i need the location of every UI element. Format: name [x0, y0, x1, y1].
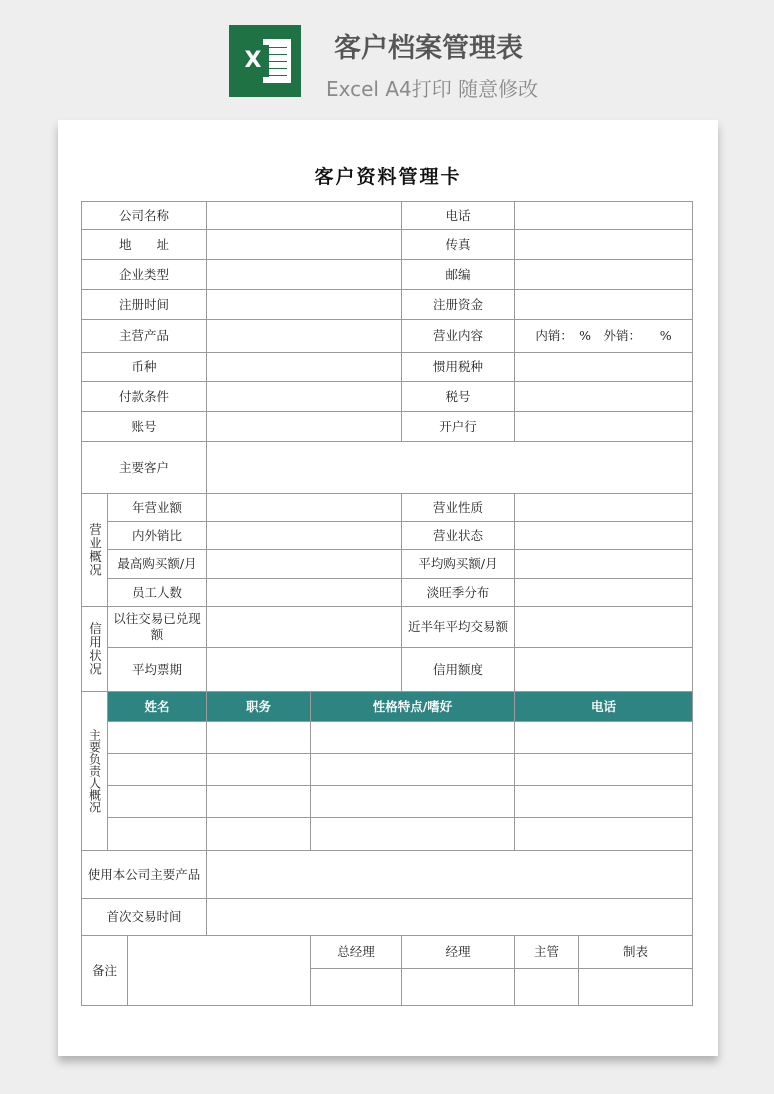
input-credit-limit[interactable] — [515, 648, 693, 692]
input-bank[interactable] — [515, 412, 693, 442]
contact-cell[interactable] — [108, 754, 207, 786]
input-company-name[interactable] — [207, 201, 402, 230]
input-employees[interactable] — [207, 579, 402, 607]
label-address: 地 址 — [81, 230, 207, 260]
input-main-products[interactable] — [207, 320, 402, 353]
input-enterprise-type[interactable] — [207, 260, 402, 290]
sign-field-gm[interactable] — [311, 969, 402, 1006]
contact-cell[interactable] — [207, 754, 311, 786]
input-address[interactable] — [207, 230, 402, 260]
col-header-contact-phone: 电话 — [515, 692, 693, 722]
label-phone: 电话 — [402, 201, 515, 230]
input-account-no[interactable] — [207, 412, 402, 442]
label-tax-no: 税号 — [402, 382, 515, 412]
sales-split-field[interactable]: 内销： % 外销： % — [515, 320, 693, 353]
sign-field-preparer[interactable] — [579, 969, 693, 1006]
input-fax[interactable] — [515, 230, 693, 260]
label-business-nature: 营业性质 — [402, 494, 515, 522]
input-first-trade-time[interactable] — [207, 899, 693, 936]
input-avg-bill-period[interactable] — [207, 648, 402, 692]
label-enterprise-type: 企业类型 — [81, 260, 207, 290]
label-reg-capital: 注册资金 — [402, 290, 515, 320]
input-annual-revenue[interactable] — [207, 494, 402, 522]
label-payment-terms: 付款条件 — [81, 382, 207, 412]
input-business-status[interactable] — [515, 522, 693, 550]
label-first-trade-time: 首次交易时间 — [81, 899, 207, 936]
input-phone[interactable] — [515, 201, 693, 230]
label-tax-type: 惯用税种 — [402, 353, 515, 382]
sign-header-supervisor: 主管 — [515, 936, 579, 969]
label-remarks: 备注 — [81, 936, 128, 1006]
label-bank: 开户行 — [402, 412, 515, 442]
label-main-customers: 主要客户 — [81, 442, 207, 494]
label-employees: 员工人数 — [108, 579, 207, 607]
sign-header-preparer: 制表 — [579, 936, 693, 969]
label-season-dist: 淡旺季分布 — [402, 579, 515, 607]
label-annual-revenue: 年营业额 — [108, 494, 207, 522]
contact-cell[interactable] — [515, 754, 693, 786]
input-season-dist[interactable] — [515, 579, 693, 607]
section-key-contacts: 主要负责人概况 — [81, 692, 108, 851]
input-half-year-avg[interactable] — [515, 607, 693, 648]
input-business-nature[interactable] — [515, 494, 693, 522]
label-half-year-avg: 近半年平均交易额 — [402, 607, 515, 648]
contact-cell[interactable] — [515, 722, 693, 754]
label-email: 邮编 — [402, 260, 515, 290]
contact-cell[interactable] — [108, 786, 207, 818]
label-account-no: 账号 — [81, 412, 207, 442]
label-business-status: 营业状态 — [402, 522, 515, 550]
input-email[interactable] — [515, 260, 693, 290]
input-max-purchase[interactable] — [207, 550, 402, 579]
input-used-products[interactable] — [207, 851, 693, 899]
label-company-name: 公司名称 — [81, 201, 207, 230]
sign-header-gm: 总经理 — [311, 936, 402, 969]
excel-x-letter: X — [237, 45, 269, 77]
label-avg-bill-period: 平均票期 — [108, 648, 207, 692]
contact-cell[interactable] — [311, 754, 515, 786]
contact-cell[interactable] — [207, 722, 311, 754]
label-used-products: 使用本公司主要产品 — [81, 851, 207, 899]
col-header-personality: 性格特点/嗜好 — [311, 692, 515, 722]
input-reg-time[interactable] — [207, 290, 402, 320]
page-subtitle: Excel A4打印 随意修改 — [326, 77, 539, 101]
form-title: 客户资料管理卡 — [314, 166, 462, 188]
input-avg-purchase[interactable] — [515, 550, 693, 579]
label-credit-limit: 信用额度 — [402, 648, 515, 692]
label-domestic-foreign-ratio: 内外销比 — [108, 522, 207, 550]
contact-cell[interactable] — [515, 786, 693, 818]
sign-field-manager[interactable] — [402, 969, 515, 1006]
input-domestic-foreign-ratio[interactable] — [207, 522, 402, 550]
label-fax: 传真 — [402, 230, 515, 260]
input-currency[interactable] — [207, 353, 402, 382]
label-reg-time: 注册时间 — [81, 290, 207, 320]
input-remarks[interactable] — [128, 936, 311, 1006]
label-past-cashing: 以往交易已兑现额 — [108, 607, 207, 648]
contact-cell[interactable] — [207, 818, 311, 851]
label-business-content: 营业内容 — [402, 320, 515, 353]
col-header-position: 职务 — [207, 692, 311, 722]
label-avg-purchase: 平均购买额/月 — [402, 550, 515, 579]
input-payment-terms[interactable] — [207, 382, 402, 412]
col-header-name: 姓名 — [108, 692, 207, 722]
input-reg-capital[interactable] — [515, 290, 693, 320]
input-main-customers[interactable] — [207, 442, 693, 494]
input-tax-type[interactable] — [515, 353, 693, 382]
section-business-overview: 营业概况 — [81, 494, 108, 607]
contact-cell[interactable] — [311, 818, 515, 851]
contact-cell[interactable] — [515, 818, 693, 851]
contact-cell[interactable] — [207, 786, 311, 818]
section-credit-status: 信用状况 — [81, 607, 108, 692]
input-tax-no[interactable] — [515, 382, 693, 412]
contact-cell[interactable] — [311, 786, 515, 818]
page-title: 客户档案管理表 — [334, 33, 523, 64]
contact-cell[interactable] — [311, 722, 515, 754]
input-past-cashing[interactable] — [207, 607, 402, 648]
contact-cell[interactable] — [108, 722, 207, 754]
sign-field-supervisor[interactable] — [515, 969, 579, 1006]
contact-cell[interactable] — [108, 818, 207, 851]
label-main-products: 主营产品 — [81, 320, 207, 353]
label-max-purchase: 最高购买额/月 — [108, 550, 207, 579]
label-currency: 币种 — [81, 353, 207, 382]
sign-header-manager: 经理 — [402, 936, 515, 969]
